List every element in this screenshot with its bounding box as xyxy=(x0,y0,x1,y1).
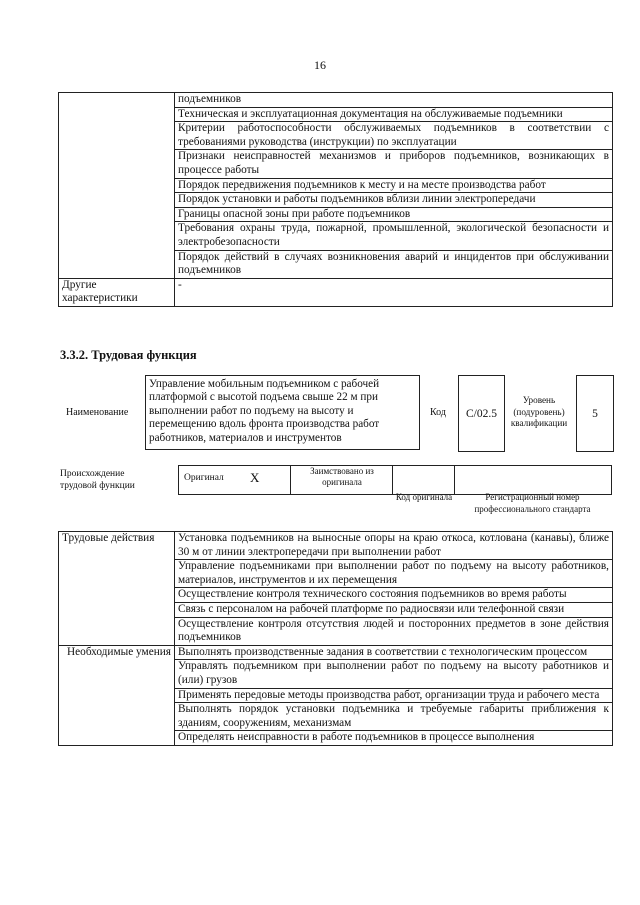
origin-row xyxy=(178,465,612,495)
knowledge-item: Требования охраны труда, пожарной, промышленной, экологической безопасности и электробезопасности xyxy=(175,222,613,250)
required-skills-label: Необходимые умения xyxy=(59,645,175,745)
origin-cell-code xyxy=(393,466,455,494)
page-number: 16 xyxy=(314,58,326,72)
original-mark: X xyxy=(250,470,260,485)
other-characteristics-row xyxy=(59,278,613,306)
other-characteristics-label: Другие характеристики xyxy=(59,278,175,306)
required-skill: Выполнять порядок установки подъемника и требуемые габариты приближения к зданиям, сооружениям, механизмам xyxy=(175,703,613,731)
qualification-level-label: Уровень (подуровень) квалификации xyxy=(510,395,568,428)
knowledge-item: Техническая и эксплуатационная документация на обслуживаемые подъемники xyxy=(175,107,613,122)
code-value-box: C/02.5 xyxy=(458,375,505,452)
function-name-box: Управление мобильным подъемником с рабочей платформой с высотой подъема свыше 22 м при выполнении работ по подъему на высоту и перемещению вдоль фронта производства работ работников, материалов и инструментов xyxy=(145,375,420,450)
knowledge-row xyxy=(59,93,613,108)
work-function-table xyxy=(58,531,613,746)
work-action: Осуществление контроля отсутствия людей и посторонних предметов в зоне действия подъемников xyxy=(175,617,613,645)
work-action-row xyxy=(59,532,613,560)
work-action: Связь с персоналом на рабочей платформе по радиосвязи или телефонной связи xyxy=(175,602,613,617)
knowledge-item: Границы опасной зоны при работе подъемников xyxy=(175,207,613,222)
required-skill: Выполнять производственные задания в соответствии с технологическим процессом xyxy=(175,645,613,660)
borrowed-label: Заимствовано из оригинала xyxy=(310,466,374,487)
knowledge-item: Порядок передвижения подъемников к месту и на месте производства работ xyxy=(175,178,613,193)
knowledge-item: подъемников xyxy=(175,93,613,108)
knowledge-item: Признаки неисправностей механизмов и приборов подъемников, возникающих в процессе работы xyxy=(175,150,613,178)
work-actions-label: Трудовые действия xyxy=(59,532,175,646)
knowledge-label-cell xyxy=(59,93,175,279)
name-label: Наименование xyxy=(66,407,129,418)
reg-number-label: Регистрационный номер профессионального стандарта xyxy=(474,492,591,514)
knowledge-item: Критерии работоспособности обслуживаемых подъемников в соответствии с требованиями руководства (инструкции) по эксплуатации xyxy=(175,122,613,150)
other-characteristics-value: - xyxy=(175,278,613,306)
code-label: Код xyxy=(430,407,446,418)
work-action: Осуществление контроля технического состояния подъемников во время работы xyxy=(175,588,613,603)
qualification-level-box: 5 xyxy=(576,375,614,452)
origin-label: Происхождение трудовой функции xyxy=(60,469,135,491)
work-action: Управление подъемниками при выполнении работ по подъему на высоту работников, материалов, инструментов и их перемещения xyxy=(175,560,613,588)
code-original-label: Код оригинала xyxy=(395,492,453,502)
section-title: 3.3.2. Трудовая функция xyxy=(60,348,197,362)
required-skill: Определять неисправности в работе подъемников в процессе выполнения xyxy=(175,731,613,746)
knowledge-table xyxy=(58,92,613,307)
knowledge-item: Порядок установки и работы подъемников вблизи линии электропередачи xyxy=(175,193,613,208)
work-action: Установка подъемников на выносные опоры на краю откоса, котлована (канавы), ближе 30 м от линии электропередачи при выполнении работ xyxy=(175,532,613,560)
knowledge-item: Порядок действий в случаях возникновения аварий и инцидентов при обслуживании подъемников xyxy=(175,250,613,278)
original-label: Оригинал xyxy=(184,473,224,483)
required-skill: Применять передовые методы производства работ, организации труда и рабочего места xyxy=(175,688,613,703)
required-skill-row xyxy=(59,645,613,660)
required-skill: Управлять подъемником при выполнении работ по подъему на высоту работников и (или) грузов xyxy=(175,660,613,688)
